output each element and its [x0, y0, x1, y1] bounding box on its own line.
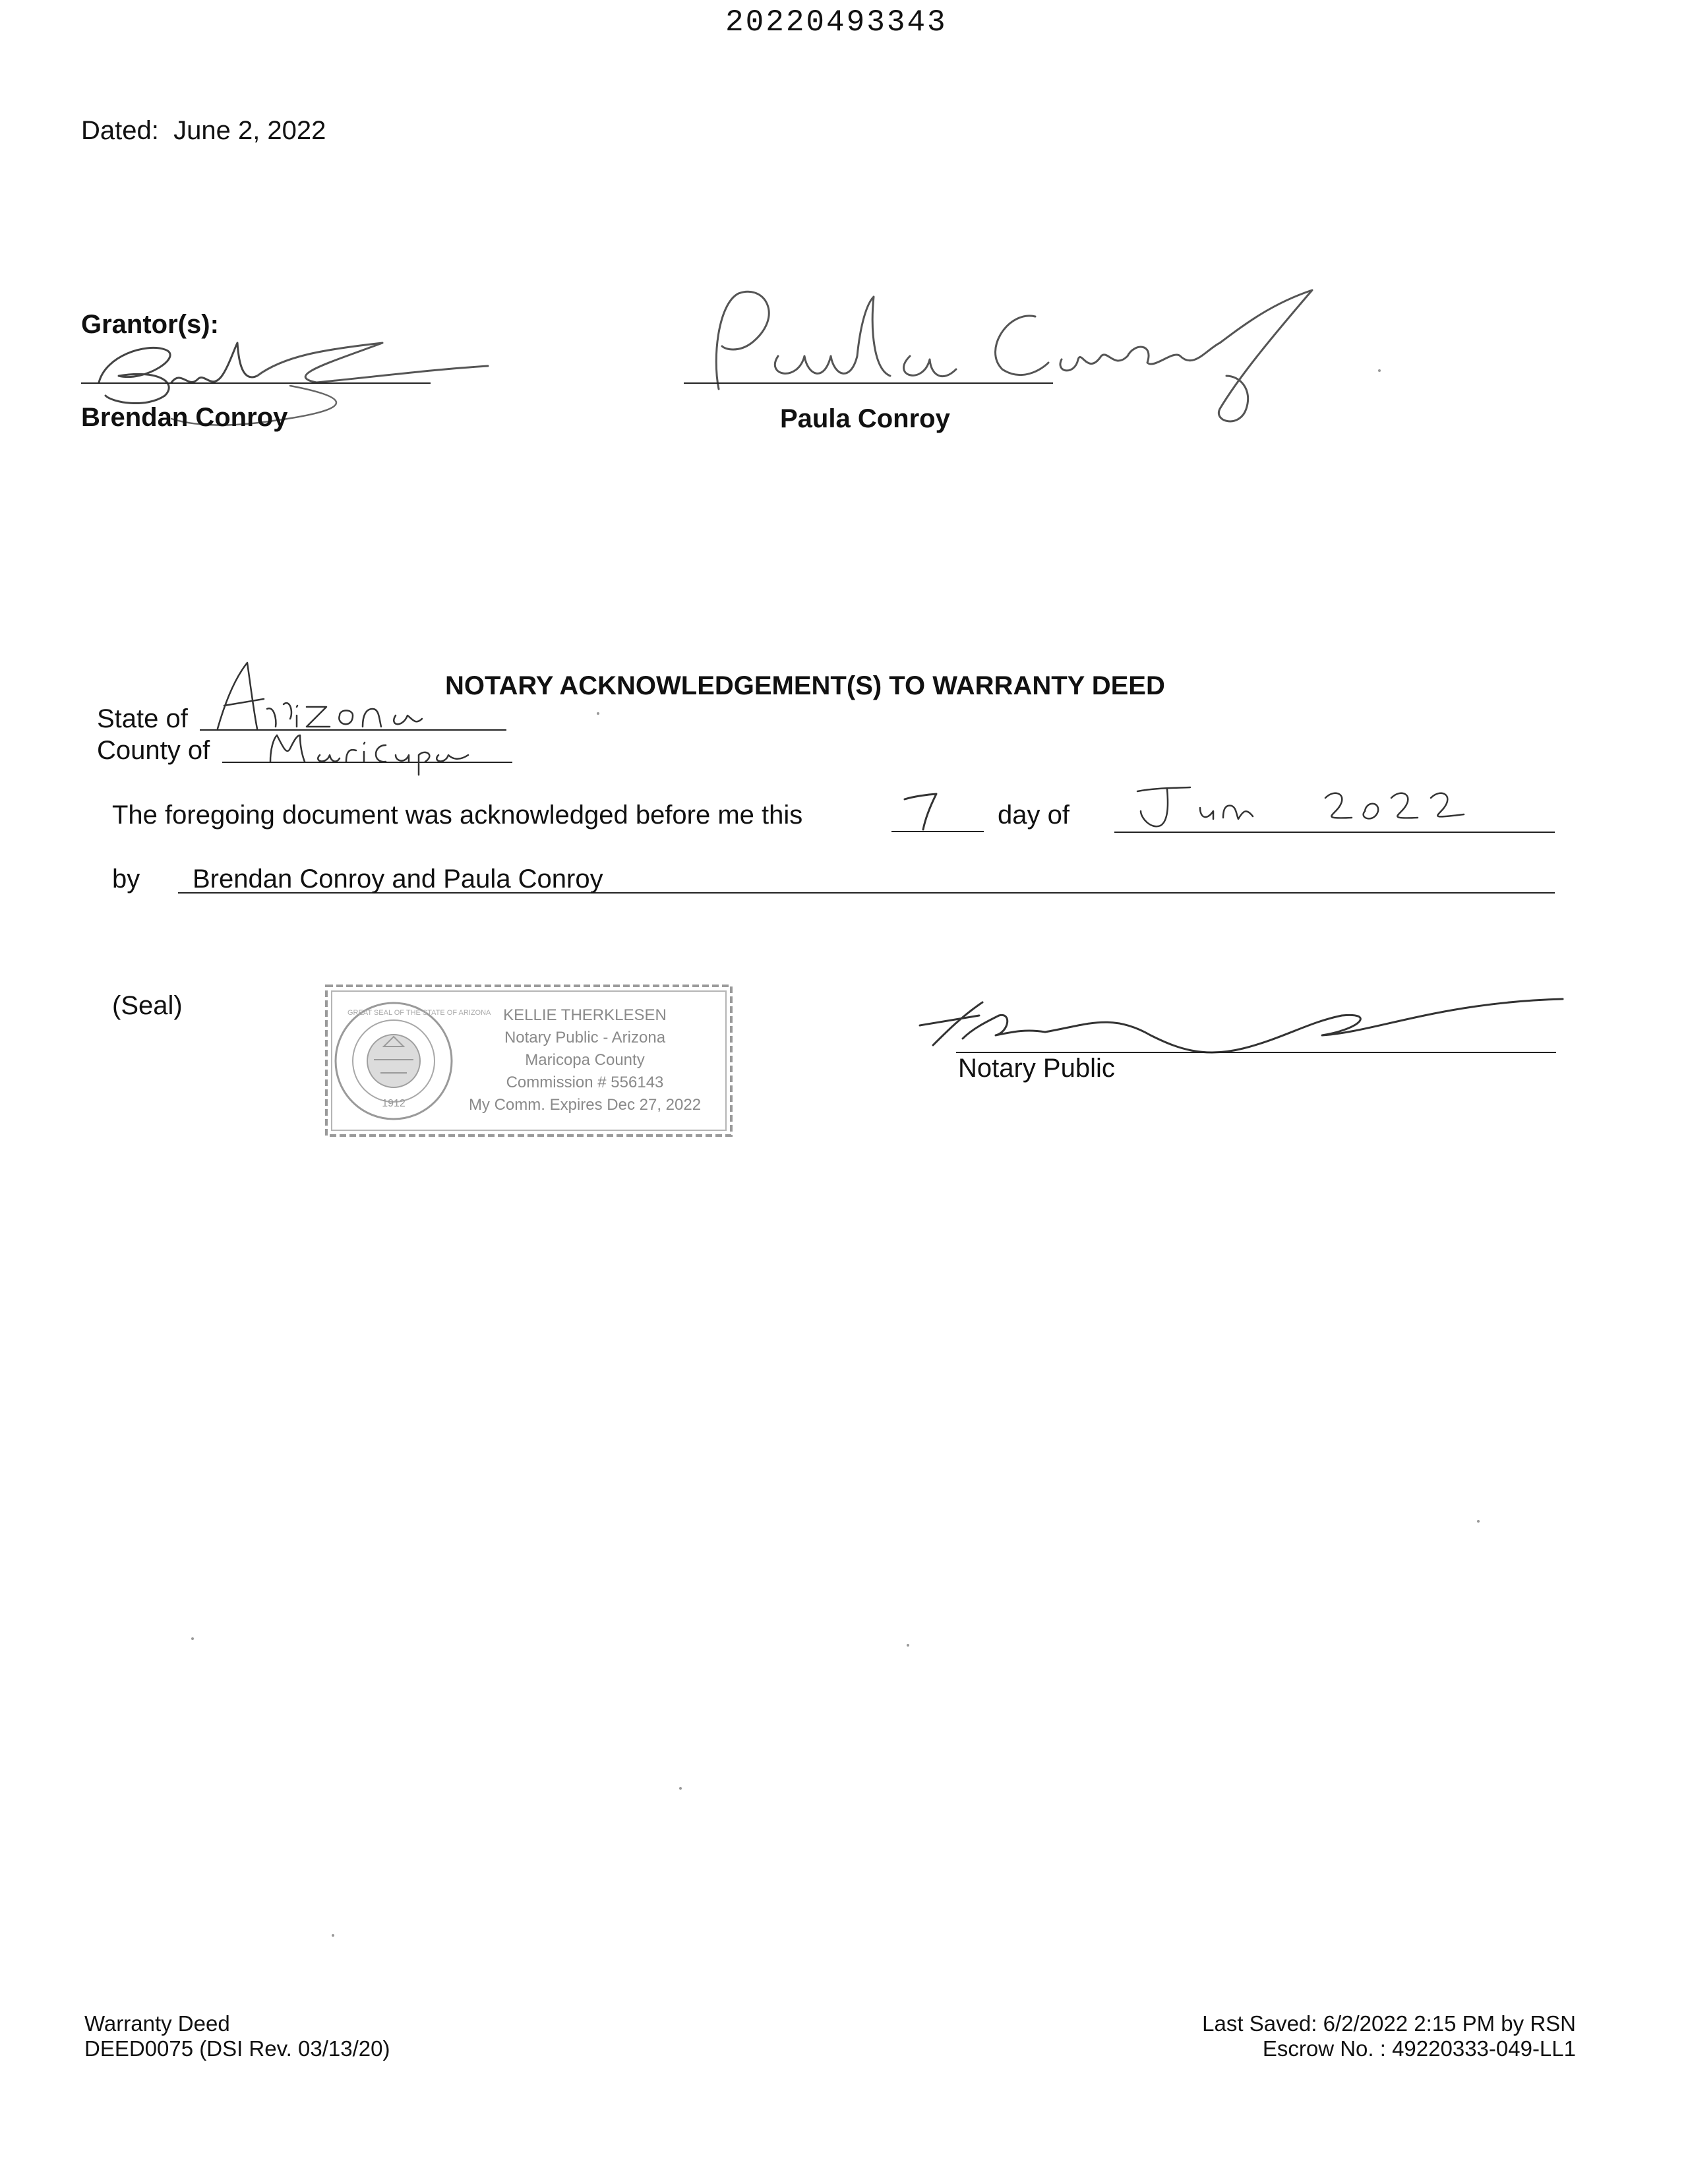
scan-speck: [332, 1934, 334, 1937]
day-handwritten: [897, 785, 956, 834]
day-of-label: day of: [998, 801, 1070, 830]
seal-label: (Seal): [112, 991, 183, 1020]
stamp-line2: Notary Public - Arizona: [504, 1029, 666, 1046]
month-year-value: [1187, 802, 1190, 803]
stamp-line5: My Comm. Expires Dec 27, 2022: [468, 1096, 702, 1114]
day-value: [923, 802, 924, 803]
footer-right: [1202, 2011, 1576, 2061]
recording-number: 20220493343: [725, 5, 948, 40]
state-label: State of: [97, 704, 188, 733]
seal-ring-text: GREAT SEAL OF THE STATE OF ARIZONA: [347, 1009, 491, 1017]
notary-signature-line: [956, 1052, 1556, 1053]
by-value: Brendan Conroy and Paula Conroy: [193, 864, 603, 894]
grantor2-name: Paula Conroy: [780, 404, 950, 433]
scan-speck: [1378, 369, 1381, 372]
dated-line: [81, 117, 326, 144]
footer-doc-title: Warranty Deed: [84, 2011, 230, 2036]
county-value: [264, 737, 266, 738]
scan-speck: [1477, 1520, 1480, 1523]
grantor1-name: Brendan Conroy: [81, 403, 288, 432]
by-label: by: [112, 864, 140, 894]
grantor1-signature-line: [81, 382, 431, 384]
stamp-line3: Maricopa County: [525, 1051, 645, 1069]
county-label: County of: [97, 736, 210, 765]
footer-last-saved: Last Saved: 6/2/2022 2:15 PM by RSN: [1202, 2011, 1576, 2036]
stamp-line1: KELLIE THERKLESEN: [503, 1006, 667, 1024]
scan-speck: [679, 1787, 682, 1790]
seal-year: 1912: [382, 1098, 406, 1109]
notary-stamp: [321, 981, 737, 1141]
dated-label: Dated:: [81, 116, 159, 145]
scan-speck: [907, 1644, 909, 1647]
dated-value: June 2, 2022: [173, 116, 326, 145]
notary-title: NOTARY ACKNOWLEDGEMENT(S) TO WARRANTY DEED: [445, 671, 1165, 700]
footer-form-code: DEED0075 (DSI Rev. 03/13/20): [84, 2036, 390, 2061]
acknowledged-text: The foregoing document was acknowledged before me this: [112, 801, 803, 830]
footer-escrow-number: Escrow No. : 49220333-049-LL1: [1262, 2036, 1576, 2061]
month-year-handwritten: [1121, 778, 1490, 837]
scan-speck: [191, 1637, 194, 1640]
footer-left: [84, 2011, 390, 2061]
scan-speck: [597, 712, 599, 715]
notary-public-label: Notary Public: [958, 1054, 1115, 1083]
grantors-label: Grantor(s):: [81, 310, 219, 339]
stamp-line4: Commission # 556143: [506, 1074, 664, 1091]
county-handwritten: [251, 725, 528, 778]
grantor2-signature-line: [684, 382, 1053, 384]
